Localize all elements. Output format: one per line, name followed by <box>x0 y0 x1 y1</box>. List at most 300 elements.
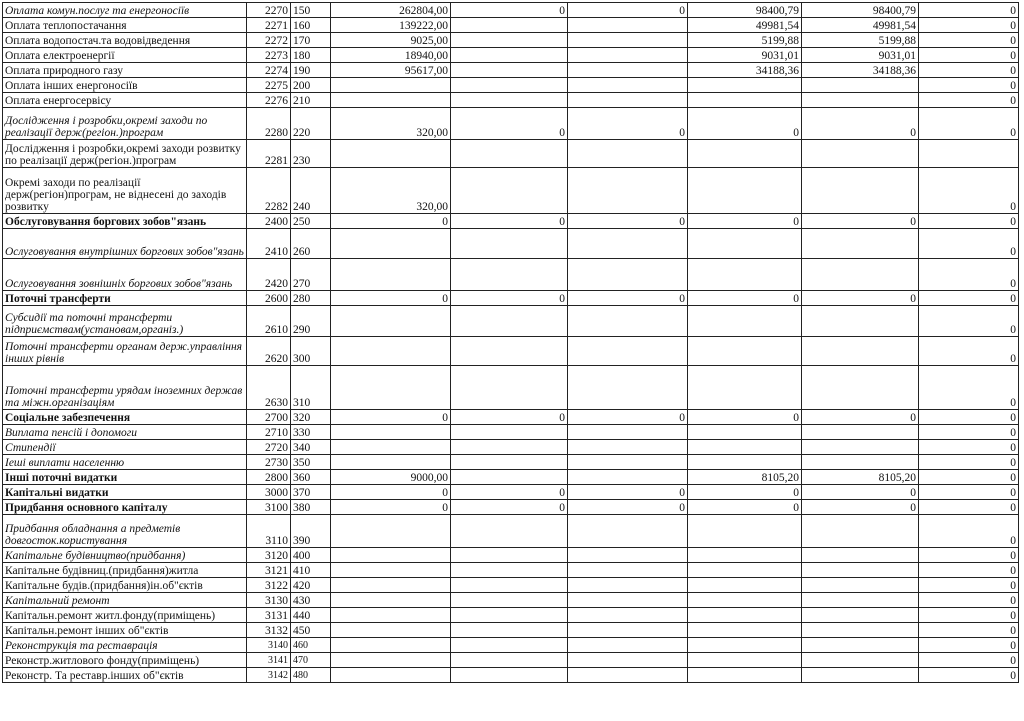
line-code: 200 <box>291 78 331 93</box>
value-col-6: 0 <box>919 48 1019 63</box>
value-col-6: 0 <box>919 668 1019 683</box>
expense-name: Капітальні видатки <box>3 485 247 500</box>
table-row <box>3 229 1019 259</box>
value-col-4: 0 <box>688 214 802 229</box>
value-col-5 <box>802 366 919 410</box>
value-col-1 <box>331 578 451 593</box>
value-col-5: 0 <box>802 214 919 229</box>
line-code: 210 <box>291 93 331 108</box>
value-col-6: 0 <box>919 638 1019 653</box>
expense-name: Оплата комун.послуг та енергоносіїв <box>3 3 247 18</box>
table-row <box>3 259 1019 291</box>
table-row <box>3 410 1019 425</box>
value-col-2: 0 <box>451 108 568 140</box>
value-col-4 <box>688 229 802 259</box>
table-row <box>3 653 1019 668</box>
value-col-3: 0 <box>568 214 688 229</box>
value-col-3 <box>568 366 688 410</box>
value-col-6: 0 <box>919 337 1019 366</box>
expense-name: Іеші виплати населенню <box>3 455 247 470</box>
value-col-6: 0 <box>919 515 1019 548</box>
value-col-6: 0 <box>919 259 1019 291</box>
value-col-4 <box>688 638 802 653</box>
value-col-5 <box>802 638 919 653</box>
table-row <box>3 3 1019 18</box>
table-row <box>3 440 1019 455</box>
line-code: 380 <box>291 500 331 515</box>
value-col-2: 0 <box>451 500 568 515</box>
table-row <box>3 291 1019 306</box>
value-col-4 <box>688 578 802 593</box>
value-col-5: 0 <box>802 108 919 140</box>
value-col-5 <box>802 578 919 593</box>
value-col-6: 0 <box>919 500 1019 515</box>
table-row <box>3 18 1019 33</box>
value-col-6: 0 <box>919 18 1019 33</box>
value-col-1: 18940,00 <box>331 48 451 63</box>
value-col-2 <box>451 455 568 470</box>
value-col-6: 0 <box>919 623 1019 638</box>
value-col-5 <box>802 653 919 668</box>
kekv-code: 2276 <box>247 93 291 108</box>
table-row <box>3 168 1019 214</box>
table-row <box>3 455 1019 470</box>
value-col-2 <box>451 337 568 366</box>
value-col-1: 0 <box>331 485 451 500</box>
kekv-code: 3141 <box>247 653 291 668</box>
expense-name: Оплата інших енергоносіїв <box>3 78 247 93</box>
value-col-4 <box>688 623 802 638</box>
kekv-code: 2271 <box>247 18 291 33</box>
value-col-1 <box>331 306 451 337</box>
value-col-2 <box>451 668 568 683</box>
value-col-2 <box>451 593 568 608</box>
value-col-1 <box>331 337 451 366</box>
value-col-2 <box>451 168 568 214</box>
value-col-1: 9025,00 <box>331 33 451 48</box>
line-code: 290 <box>291 306 331 337</box>
value-col-1 <box>331 563 451 578</box>
value-col-1: 262804,00 <box>331 3 451 18</box>
value-col-6: 0 <box>919 229 1019 259</box>
value-col-5 <box>802 78 919 93</box>
kekv-code: 2273 <box>247 48 291 63</box>
line-code: 150 <box>291 3 331 18</box>
table-row <box>3 578 1019 593</box>
value-col-6: 0 <box>919 563 1019 578</box>
line-code: 270 <box>291 259 331 291</box>
value-col-6: 0 <box>919 168 1019 214</box>
table-row <box>3 548 1019 563</box>
value-col-5 <box>802 425 919 440</box>
table-row <box>3 63 1019 78</box>
line-code: 170 <box>291 33 331 48</box>
line-code: 310 <box>291 366 331 410</box>
table-row <box>3 470 1019 485</box>
kekv-code: 2274 <box>247 63 291 78</box>
value-col-1: 95617,00 <box>331 63 451 78</box>
value-col-5: 0 <box>802 500 919 515</box>
value-col-2 <box>451 563 568 578</box>
expense-name: Обслуговування боргових зобов"язань <box>3 214 247 229</box>
value-col-6: 0 <box>919 548 1019 563</box>
kekv-code: 2710 <box>247 425 291 440</box>
expense-name: Інші поточні видатки <box>3 470 247 485</box>
expense-name: Оплата водопостач.та водовідведення <box>3 33 247 48</box>
expense-name: Капітальн.ремонт інших об"єктів <box>3 623 247 638</box>
value-col-2 <box>451 63 568 78</box>
value-col-4: 49981,54 <box>688 18 802 33</box>
value-col-1 <box>331 93 451 108</box>
value-col-2 <box>451 259 568 291</box>
value-col-6: 0 <box>919 3 1019 18</box>
value-col-4 <box>688 608 802 623</box>
value-col-1: 9000,00 <box>331 470 451 485</box>
value-col-2 <box>451 306 568 337</box>
kekv-code: 2270 <box>247 3 291 18</box>
value-col-6: 0 <box>919 485 1019 500</box>
table-row <box>3 78 1019 93</box>
value-col-1: 320,00 <box>331 108 451 140</box>
value-col-4 <box>688 306 802 337</box>
value-col-3 <box>568 168 688 214</box>
value-col-4 <box>688 140 802 168</box>
value-col-6: 0 <box>919 291 1019 306</box>
value-col-2 <box>451 608 568 623</box>
value-col-3 <box>568 18 688 33</box>
value-col-4: 5199,88 <box>688 33 802 48</box>
value-col-3 <box>568 229 688 259</box>
value-col-2 <box>451 548 568 563</box>
value-col-5: 8105,20 <box>802 470 919 485</box>
value-col-2 <box>451 623 568 638</box>
value-col-5: 49981,54 <box>802 18 919 33</box>
expense-name: Поточні трансферти урядам іноземних держав та міжн.організаціям <box>3 366 247 410</box>
table-row <box>3 638 1019 653</box>
value-col-4: 34188,36 <box>688 63 802 78</box>
value-col-5 <box>802 548 919 563</box>
expense-name: Дослідження і розробки,окремі заходи розвитку по реалізації держ(регіон.)програм <box>3 140 247 168</box>
expense-name: Капітальне будівництво(придбання) <box>3 548 247 563</box>
value-col-4: 8105,20 <box>688 470 802 485</box>
value-col-2 <box>451 18 568 33</box>
value-col-3 <box>568 578 688 593</box>
value-col-1: 0 <box>331 214 451 229</box>
line-code: 440 <box>291 608 331 623</box>
line-code: 430 <box>291 593 331 608</box>
value-col-4: 9031,01 <box>688 48 802 63</box>
expense-name: Оплата енергосервісу <box>3 93 247 108</box>
value-col-3 <box>568 93 688 108</box>
value-col-1 <box>331 455 451 470</box>
line-code: 480 <box>291 668 331 683</box>
value-col-6: 0 <box>919 470 1019 485</box>
value-col-2 <box>451 440 568 455</box>
value-col-5 <box>802 593 919 608</box>
kekv-code: 3121 <box>247 563 291 578</box>
value-col-1 <box>331 78 451 93</box>
value-col-6: 0 <box>919 653 1019 668</box>
value-col-2 <box>451 653 568 668</box>
value-col-4 <box>688 78 802 93</box>
line-code: 330 <box>291 425 331 440</box>
value-col-5: 98400,79 <box>802 3 919 18</box>
kekv-code: 2600 <box>247 291 291 306</box>
line-code: 180 <box>291 48 331 63</box>
value-col-6: 0 <box>919 608 1019 623</box>
table-row <box>3 500 1019 515</box>
value-col-1 <box>331 515 451 548</box>
value-col-2: 0 <box>451 3 568 18</box>
expense-name: Капітальн.ремонт житл.фонду(приміщень) <box>3 608 247 623</box>
value-col-2: 0 <box>451 410 568 425</box>
kekv-code: 2610 <box>247 306 291 337</box>
value-col-3 <box>568 259 688 291</box>
value-col-4 <box>688 548 802 563</box>
value-col-2 <box>451 48 568 63</box>
value-col-4 <box>688 653 802 668</box>
kekv-code: 3130 <box>247 593 291 608</box>
value-col-3 <box>568 470 688 485</box>
value-col-5: 0 <box>802 485 919 500</box>
value-col-1: 320,00 <box>331 168 451 214</box>
kekv-code: 3132 <box>247 623 291 638</box>
kekv-code: 2420 <box>247 259 291 291</box>
value-col-4 <box>688 93 802 108</box>
value-col-5 <box>802 515 919 548</box>
value-col-1 <box>331 653 451 668</box>
kekv-code: 3131 <box>247 608 291 623</box>
expense-name: Придбання основного капіталу <box>3 500 247 515</box>
kekv-code: 2620 <box>247 337 291 366</box>
line-code: 350 <box>291 455 331 470</box>
table-row <box>3 306 1019 337</box>
line-code: 240 <box>291 168 331 214</box>
value-col-6 <box>919 140 1019 168</box>
value-col-6: 0 <box>919 33 1019 48</box>
line-code: 220 <box>291 108 331 140</box>
value-col-5 <box>802 455 919 470</box>
value-col-5: 5199,88 <box>802 33 919 48</box>
value-col-3 <box>568 33 688 48</box>
line-code: 420 <box>291 578 331 593</box>
expense-name: Капітальне будівниц.(придбання)житла <box>3 563 247 578</box>
value-col-4: 0 <box>688 291 802 306</box>
value-col-5 <box>802 668 919 683</box>
table-row <box>3 668 1019 683</box>
value-col-1 <box>331 425 451 440</box>
line-code: 260 <box>291 229 331 259</box>
value-col-6: 0 <box>919 93 1019 108</box>
table-row <box>3 623 1019 638</box>
expense-name: Поточні трансферти <box>3 291 247 306</box>
line-code: 360 <box>291 470 331 485</box>
value-col-6: 0 <box>919 440 1019 455</box>
table-row <box>3 214 1019 229</box>
kekv-code: 3122 <box>247 578 291 593</box>
expense-name: Ослуговування зовнішніх боргових зобов"язань <box>3 259 247 291</box>
value-col-4 <box>688 168 802 214</box>
value-col-5 <box>802 140 919 168</box>
table-row <box>3 608 1019 623</box>
expense-name: Дослідження і розробки,окремі заходи по реалізації держ(регіон.)програм <box>3 108 247 140</box>
kekv-code: 3120 <box>247 548 291 563</box>
kekv-code: 2700 <box>247 410 291 425</box>
expense-name: Придбання обладнання а предметів довгосток.користування <box>3 515 247 548</box>
value-col-5 <box>802 168 919 214</box>
expense-name: Субсидії та поточні трансферти підприємствам(установам,організ.) <box>3 306 247 337</box>
value-col-6: 0 <box>919 425 1019 440</box>
value-col-6: 0 <box>919 578 1019 593</box>
line-code: 340 <box>291 440 331 455</box>
value-col-3 <box>568 455 688 470</box>
value-col-3: 0 <box>568 108 688 140</box>
value-col-6: 0 <box>919 63 1019 78</box>
expense-name: Виплата пенсій і допомоги <box>3 425 247 440</box>
kekv-code: 2275 <box>247 78 291 93</box>
value-col-5: 0 <box>802 291 919 306</box>
value-col-4 <box>688 259 802 291</box>
kekv-code: 3140 <box>247 638 291 653</box>
value-col-4: 98400,79 <box>688 3 802 18</box>
value-col-6: 0 <box>919 214 1019 229</box>
value-col-1 <box>331 608 451 623</box>
expense-name: Реконструкція та реставрація <box>3 638 247 653</box>
expense-name: Соціальне забезпечення <box>3 410 247 425</box>
value-col-2 <box>451 78 568 93</box>
value-col-4: 0 <box>688 410 802 425</box>
table-row <box>3 93 1019 108</box>
value-col-5: 9031,01 <box>802 48 919 63</box>
expense-name: Стипендії <box>3 440 247 455</box>
table-row <box>3 108 1019 140</box>
value-col-6: 0 <box>919 78 1019 93</box>
table-row <box>3 485 1019 500</box>
expense-name: Оплата теплопостачання <box>3 18 247 33</box>
value-col-1 <box>331 140 451 168</box>
line-code: 390 <box>291 515 331 548</box>
kekv-code: 2800 <box>247 470 291 485</box>
value-col-2: 0 <box>451 214 568 229</box>
value-col-1: 0 <box>331 410 451 425</box>
value-col-4 <box>688 593 802 608</box>
value-col-6: 0 <box>919 410 1019 425</box>
expense-name: Окремі заходи по реалізації держ(регіон)програм, не віднесені до заходів розвитку <box>3 168 247 214</box>
line-code: 450 <box>291 623 331 638</box>
value-col-5 <box>802 440 919 455</box>
line-code: 470 <box>291 653 331 668</box>
value-col-4: 0 <box>688 500 802 515</box>
value-col-3 <box>568 563 688 578</box>
expense-name: Капітальне будів.(придбання)ін.об"єктів <box>3 578 247 593</box>
value-col-5 <box>802 259 919 291</box>
value-col-2 <box>451 515 568 548</box>
value-col-5: 34188,36 <box>802 63 919 78</box>
value-col-2 <box>451 366 568 410</box>
value-col-4: 0 <box>688 108 802 140</box>
value-col-4 <box>688 440 802 455</box>
value-col-4 <box>688 455 802 470</box>
value-col-3 <box>568 440 688 455</box>
budget-report-table <box>2 2 1019 683</box>
value-col-1 <box>331 259 451 291</box>
table-row <box>3 48 1019 63</box>
value-col-3 <box>568 337 688 366</box>
value-col-2 <box>451 93 568 108</box>
value-col-2 <box>451 229 568 259</box>
value-col-2 <box>451 33 568 48</box>
kekv-code: 2630 <box>247 366 291 410</box>
value-col-4: 0 <box>688 485 802 500</box>
value-col-3 <box>568 306 688 337</box>
value-col-1: 0 <box>331 500 451 515</box>
expense-name: Реконстр. Та реставр.інших об"єктів <box>3 668 247 683</box>
value-col-5 <box>802 229 919 259</box>
value-col-3 <box>568 593 688 608</box>
value-col-6: 0 <box>919 455 1019 470</box>
value-col-5 <box>802 563 919 578</box>
line-code: 300 <box>291 337 331 366</box>
expense-name: Оплата електроенергії <box>3 48 247 63</box>
value-col-3 <box>568 425 688 440</box>
line-code: 400 <box>291 548 331 563</box>
table-row <box>3 140 1019 168</box>
value-col-3 <box>568 515 688 548</box>
line-code: 320 <box>291 410 331 425</box>
value-col-3 <box>568 548 688 563</box>
value-col-5 <box>802 337 919 366</box>
line-code: 370 <box>291 485 331 500</box>
value-col-4 <box>688 563 802 578</box>
table-row <box>3 337 1019 366</box>
value-col-4 <box>688 668 802 683</box>
table-row <box>3 563 1019 578</box>
report-body <box>3 3 1019 683</box>
value-col-3: 0 <box>568 410 688 425</box>
table-row <box>3 33 1019 48</box>
line-code: 250 <box>291 214 331 229</box>
value-col-2 <box>451 578 568 593</box>
value-col-6: 0 <box>919 306 1019 337</box>
value-col-3 <box>568 78 688 93</box>
value-col-3 <box>568 48 688 63</box>
line-code: 190 <box>291 63 331 78</box>
table-row <box>3 366 1019 410</box>
value-col-3 <box>568 608 688 623</box>
expense-name: Поточні трансферти органам держ.управління інших рівнів <box>3 337 247 366</box>
kekv-code: 2281 <box>247 140 291 168</box>
value-col-5: 0 <box>802 410 919 425</box>
value-col-1: 139222,00 <box>331 18 451 33</box>
value-col-3: 0 <box>568 500 688 515</box>
kekv-code: 2410 <box>247 229 291 259</box>
kekv-code: 2280 <box>247 108 291 140</box>
value-col-2: 0 <box>451 485 568 500</box>
value-col-3: 0 <box>568 3 688 18</box>
value-col-1 <box>331 593 451 608</box>
kekv-code: 3100 <box>247 500 291 515</box>
kekv-code: 3142 <box>247 668 291 683</box>
expense-name: Ослуговування внутрішних боргових зобов"язань <box>3 229 247 259</box>
value-col-6: 0 <box>919 366 1019 410</box>
line-code: 160 <box>291 18 331 33</box>
value-col-6: 0 <box>919 593 1019 608</box>
value-col-5 <box>802 608 919 623</box>
value-col-1 <box>331 668 451 683</box>
expense-name: Реконстр.житлового фонду(приміщень) <box>3 653 247 668</box>
line-code: 410 <box>291 563 331 578</box>
table-row <box>3 425 1019 440</box>
